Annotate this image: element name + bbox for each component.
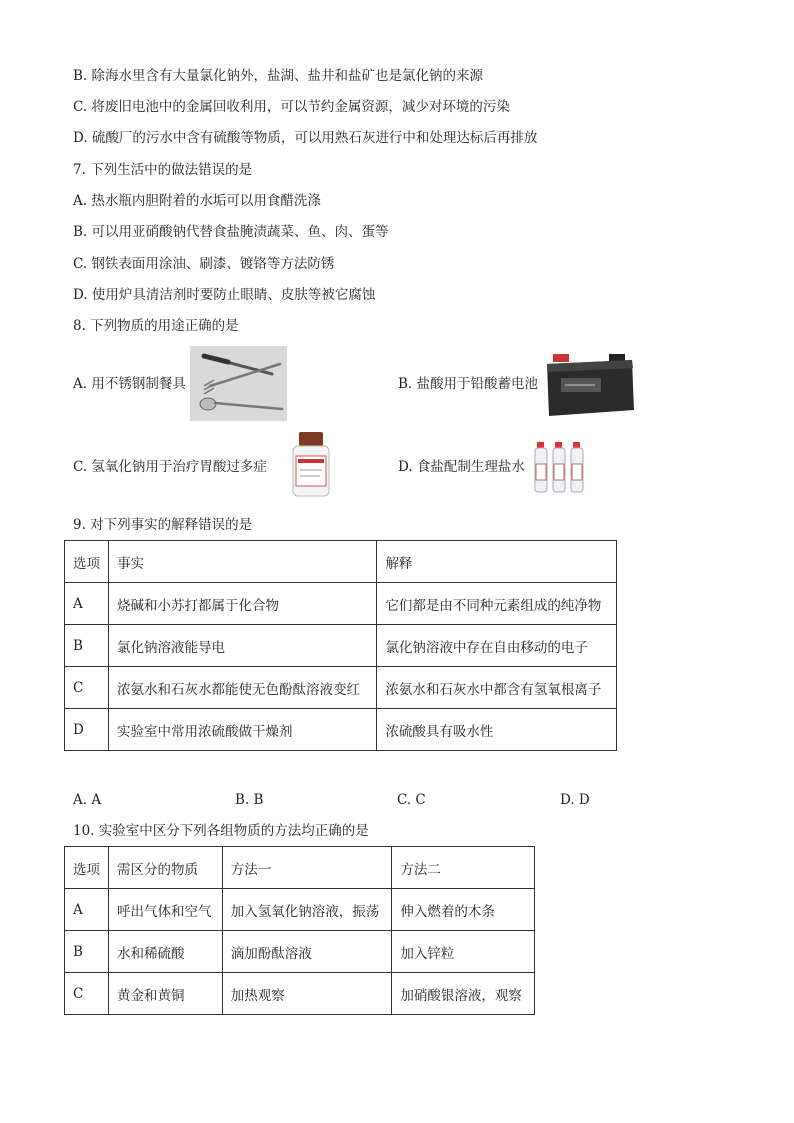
q7-stem: 7. 下列生活中的做法错误的是 bbox=[73, 162, 253, 178]
q9-table-header bbox=[65, 541, 617, 583]
table-cell: 实验室中常用浓硫酸做干燥剂 bbox=[109, 709, 377, 751]
table-cell: 黄金和黄铜 bbox=[109, 973, 223, 1015]
header-cell: 需区分的物质 bbox=[109, 847, 223, 889]
q9-stem: 9. 对下列事实的解释错误的是 bbox=[73, 517, 253, 533]
table-cell: C bbox=[65, 667, 109, 709]
header-cell: 解释 bbox=[377, 541, 617, 583]
q10-table bbox=[64, 846, 535, 1015]
table-cell: B bbox=[65, 625, 109, 667]
table-cell: 水和稀硫酸 bbox=[109, 931, 223, 973]
table-row bbox=[65, 973, 535, 1015]
table-cell: A bbox=[65, 583, 109, 625]
q10-table-header bbox=[65, 847, 535, 889]
table-cell: B bbox=[65, 931, 109, 973]
q6-option-b: B. 除海水里含有大量氯化钠外，盐湖、盐井和盐矿也是氯化钠的来源 bbox=[73, 68, 484, 84]
q7-option-c: C. 钢铁表面用涂油、刷漆、镀铬等方法防锈 bbox=[73, 256, 335, 272]
battery-image bbox=[543, 346, 636, 421]
table-cell: C bbox=[65, 973, 109, 1015]
q9-answer-b: B. B bbox=[235, 792, 264, 808]
q8-option-a: A. 用不锈钢制餐具 bbox=[73, 376, 186, 392]
table-row bbox=[65, 625, 617, 667]
header-cell: 方法一 bbox=[222, 847, 392, 889]
table-cell: 它们都是由不同种元素组成的纯净物 bbox=[377, 583, 617, 625]
q9-answer-c: C. C bbox=[397, 792, 426, 808]
header-cell: 事实 bbox=[109, 541, 377, 583]
q7-option-a: A. 热水瓶内胆附着的水垢可以用食醋洗涤 bbox=[73, 193, 321, 209]
q6-option-c: C. 将废旧电池中的金属回收利用，可以节约金属资源，减少对环境的污染 bbox=[73, 99, 510, 115]
table-cell: 加硝酸银溶液，观察 bbox=[392, 973, 535, 1015]
header-cell: 选项 bbox=[65, 541, 109, 583]
table-row bbox=[65, 889, 535, 931]
table-cell: 伸入燃着的木条 bbox=[392, 889, 535, 931]
table-cell: 加入锌粒 bbox=[392, 931, 535, 973]
q7-option-d: D. 使用炉具清洁剂时要防止眼睛、皮肤等被它腐蚀 bbox=[73, 287, 376, 303]
q8-option-b: B. 盐酸用于铅酸蓄电池 bbox=[398, 376, 539, 392]
table-cell: 氯化钠溶液中存在自由移动的电子 bbox=[377, 625, 617, 667]
table-cell: 浓氨水和石灰水都能使无色酚酞溶液变红 bbox=[109, 667, 377, 709]
table-cell: 氯化钠溶液能导电 bbox=[109, 625, 377, 667]
table-cell: 加热观察 bbox=[222, 973, 392, 1015]
reagent-bottle-image bbox=[290, 428, 332, 500]
table-cell: 浓硫酸具有吸水性 bbox=[377, 709, 617, 751]
q7-option-b: B. 可以用亚硝酸钠代替食盐腌渍蔬菜、鱼、肉、蛋等 bbox=[73, 224, 389, 240]
header-cell: 选项 bbox=[65, 847, 109, 889]
q8-option-c: C. 氢氧化钠用于治疗胃酸过多症 bbox=[73, 459, 267, 475]
table-row bbox=[65, 667, 617, 709]
q9-answer-a: A. A bbox=[73, 792, 102, 808]
saline-bottles-image bbox=[533, 438, 588, 496]
table-row bbox=[65, 709, 617, 751]
table-cell: A bbox=[65, 889, 109, 931]
table-cell: 呼出气体和空气 bbox=[109, 889, 223, 931]
table-cell: D bbox=[65, 709, 109, 751]
cutlery-image bbox=[190, 346, 287, 421]
table-row bbox=[65, 583, 617, 625]
header-cell: 方法二 bbox=[392, 847, 535, 889]
table-cell: 滴加酚酞溶液 bbox=[222, 931, 392, 973]
table-cell: 浓氨水和石灰水中都含有氢氧根离子 bbox=[377, 667, 617, 709]
table-cell: 烧碱和小苏打都属于化合物 bbox=[109, 583, 377, 625]
q8-stem: 8. 下列物质的用途正确的是 bbox=[73, 318, 239, 334]
q10-stem: 10. 实验室中区分下列各组物质的方法均正确的是 bbox=[73, 823, 369, 839]
table-cell: 加入氢氧化钠溶液，振荡 bbox=[222, 889, 392, 931]
table-row bbox=[65, 931, 535, 973]
q8-option-d: D. 食盐配制生理盐水 bbox=[398, 459, 525, 475]
q6-option-d: D. 硫酸厂的污水中含有硫酸等物质，可以用熟石灰进行中和处理达标后再排放 bbox=[73, 130, 538, 146]
q9-table bbox=[64, 540, 617, 751]
q9-answer-d: D. D bbox=[560, 792, 590, 808]
